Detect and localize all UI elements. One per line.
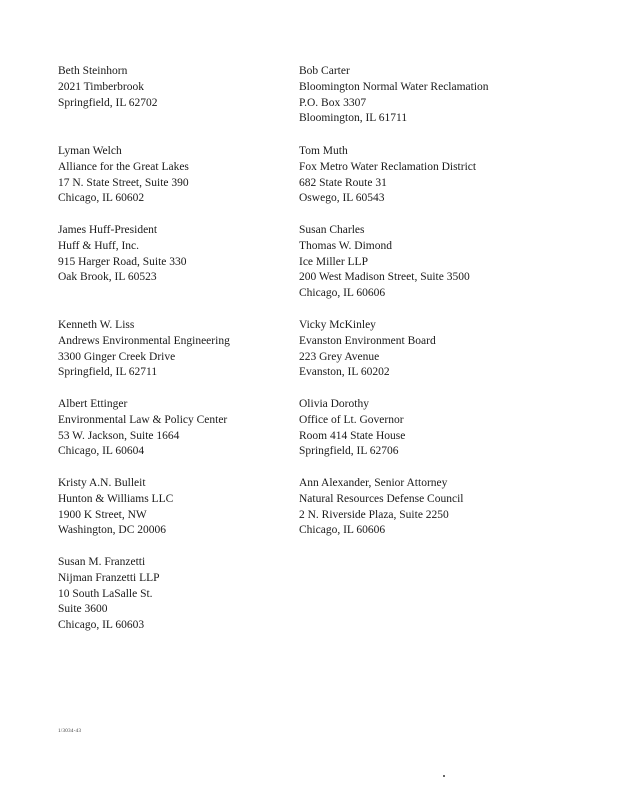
address-line: Andrews Environmental Engineering xyxy=(58,334,230,347)
address-line: Chicago, IL 60606 xyxy=(299,524,386,537)
address-block xyxy=(58,64,158,111)
recipient-name: Beth Steinhorn xyxy=(58,65,128,77)
recipient-name: Susan Charles xyxy=(299,224,365,236)
address-block xyxy=(58,318,230,381)
recipient-name: Olivia Dorothy xyxy=(299,398,369,410)
scan-speck xyxy=(443,775,445,777)
address-line: Chicago, IL 60602 xyxy=(58,192,145,205)
recipient-name: James Huff-President xyxy=(58,224,158,236)
address-line: Thomas W. Dimond xyxy=(299,239,392,252)
address-line: 223 Grey Avenue xyxy=(299,350,380,363)
recipient-name: Bob Carter xyxy=(299,65,350,77)
address-line: Chicago, IL 60606 xyxy=(299,287,386,300)
address-block xyxy=(299,397,405,460)
address-block xyxy=(58,476,173,539)
address-line: Oak Brook, IL 60523 xyxy=(58,271,157,284)
address-line: Room 414 State House xyxy=(299,429,406,442)
address-line: 17 N. State Street, Suite 390 xyxy=(58,176,189,189)
recipient-name: Kenneth W. Liss xyxy=(58,319,135,331)
address-line: 53 W. Jackson, Suite 1664 xyxy=(58,429,180,442)
address-line: Ice Miller LLP xyxy=(299,255,368,268)
address-line: 200 West Madison Street, Suite 3500 xyxy=(299,271,470,284)
address-block xyxy=(58,397,227,460)
address-line: Environmental Law & Policy Center xyxy=(58,413,228,426)
recipient-name: Vicky McKinley xyxy=(299,319,376,331)
address-line: Hunton & Williams LLC xyxy=(58,492,174,505)
address-block xyxy=(299,64,489,127)
address-line: 2021 Timberbrook xyxy=(58,80,144,93)
address-block xyxy=(299,318,436,381)
recipient-name: Lyman Welch xyxy=(58,145,122,157)
address-line: 1900 K Street, NW xyxy=(58,508,147,521)
address-block xyxy=(299,223,470,302)
footer-document-code: 1/3034-43 xyxy=(58,729,82,734)
address-line: Evanston Environment Board xyxy=(299,334,436,347)
address-line: 915 Harger Road, Suite 330 xyxy=(58,255,187,268)
address-line: Huff & Huff, Inc. xyxy=(58,239,140,252)
address-line: Springfield, IL 62702 xyxy=(58,96,158,109)
address-line: Chicago, IL 60603 xyxy=(58,619,145,632)
address-line: Oswego, IL 60543 xyxy=(299,192,385,205)
address-line: Alliance for the Great Lakes xyxy=(58,160,189,173)
address-block xyxy=(58,144,189,207)
address-line: 10 South LaSalle St. xyxy=(58,587,153,600)
address-line: Suite 3600 xyxy=(58,603,108,616)
address-line: Chicago, IL 60604 xyxy=(58,445,145,458)
address-line: Bloomington, IL 61711 xyxy=(299,112,408,125)
address-line: 2 N. Riverside Plaza, Suite 2250 xyxy=(299,508,449,521)
address-line: Office of Lt. Governor xyxy=(299,413,404,426)
recipient-name: Susan M. Franzetti xyxy=(58,556,146,568)
address-line: Washington, DC 20006 xyxy=(58,524,167,537)
address-line: Springfield, IL 62706 xyxy=(299,445,399,458)
address-line: Natural Resources Defense Council xyxy=(299,492,464,505)
address-block xyxy=(58,555,160,634)
recipient-name: Ann Alexander, Senior Attorney xyxy=(299,477,448,489)
address-line: P.O. Box 3307 xyxy=(299,96,367,109)
address-block xyxy=(299,476,463,539)
recipient-name: Tom Muth xyxy=(299,145,348,157)
recipient-name: Albert Ettinger xyxy=(58,398,128,410)
address-line: Springfield, IL 62711 xyxy=(58,366,158,379)
recipient-name: Kristy A.N. Bulleit xyxy=(58,477,146,489)
address-line: 682 State Route 31 xyxy=(299,176,387,189)
address-line: 3300 Ginger Creek Drive xyxy=(58,350,176,363)
address-line: Nijman Franzetti LLP xyxy=(58,571,160,584)
address-block xyxy=(299,144,476,207)
address-line: Bloomington Normal Water Reclamation xyxy=(299,80,489,93)
address-line: Evanston, IL 60202 xyxy=(299,366,390,379)
address-block xyxy=(58,223,187,286)
address-line: Fox Metro Water Reclamation District xyxy=(299,160,477,173)
